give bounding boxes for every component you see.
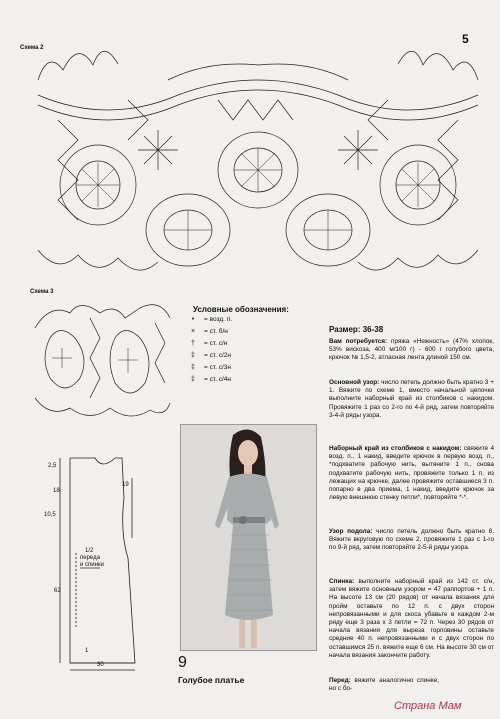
dim-armhole: 18: [53, 488, 60, 494]
dress-title: Голубое платье: [178, 675, 245, 685]
watermark-logo: Страна Мам: [394, 700, 462, 712]
dim-side: 19: [122, 482, 129, 488]
scheme-3-chart: [30, 298, 175, 423]
legend-item: [191, 340, 228, 347]
legend-item: [191, 352, 231, 359]
model-figure: [181, 425, 316, 650]
legend-item-text: = ст. с/н: [204, 340, 228, 347]
legend-item-text: = ст. б/н: [204, 328, 228, 335]
dim-hem-offset: 1: [85, 648, 89, 654]
pattern-note-fraction: 1/2: [85, 548, 94, 554]
legend-item: [190, 328, 228, 335]
paragraph-title: Спинка:: [329, 578, 355, 585]
pattern-diagram: [40, 448, 180, 678]
paragraph-text: число петель должно быть кратно 8. Вяжите вкруговую по схеме 2, провяжите 1 раз с 1-го по 9-й ряд, затем повторяйте 2-5-й ряды узора.: [329, 528, 494, 552]
dress-photo: [180, 424, 317, 651]
paragraph-materials: [329, 338, 494, 363]
pattern-note-line2: и спинки: [80, 562, 104, 568]
paragraph-foundation-edge: [329, 445, 494, 502]
page-number: 5: [462, 32, 469, 46]
double-crochet-icon: †: [191, 340, 195, 347]
paragraph-title: Перед:: [329, 677, 351, 684]
dim-shoulder: 2,5: [48, 463, 57, 469]
paragraph-text: число петель должно быть кратно 3 + 1. Вяжите по схеме 1, вместо начальной цепочки выполните наборный край из столбиков с накидом. Провяжите 1 раз со 2-го по 4-й ряд, затем повторяйте 3-4-й ряды узора.: [329, 379, 494, 419]
single-crochet-icon: ×: [190, 328, 196, 335]
treble-crochet-icon: ‡: [191, 352, 195, 359]
paragraph-title: Основной узор:: [329, 379, 380, 386]
paragraph-front: [329, 677, 439, 693]
dim-width: 30: [97, 662, 104, 668]
legend-title: Условные обозначения:: [193, 305, 289, 314]
paragraph-title: Узор подола:: [329, 528, 373, 535]
paragraph-back: [329, 578, 494, 660]
legend-item: [191, 316, 233, 323]
scheme-2-chart: [18, 40, 492, 290]
legend-item-text: = возд. п.: [204, 316, 233, 323]
triple-treble-icon: ‡: [191, 364, 195, 371]
paragraph-main-pattern: [329, 379, 494, 420]
scheme-2-label: Схема 2: [20, 45, 44, 51]
paragraph-text: выполните наборный край из 142 ст. с/н, затем вяжите основным узором = 47 раппортов + 1 п. На высоте 13 см (20 рядов) от начала вязания для пройм оставьте по 12 п. с двух сторон непровязанными и для скоса убавьте в каждом 2-м ряду еще 3 раза х 3 петли = 72 п. Через 30 рядов от начала вязания для выреза горловины оставьте средние 40 п. непровязанными и с двух сторон по оставшимся 25 п. вяжите еще 6 см. На высоте 30 см от начала вязания закончите работу.: [329, 578, 494, 659]
paragraph-text: свяжите 4 возд. п., 1 накид, введите крючок в первую возд. п., *подхватите рабочую нить, вытяните 1 п., снова подхватите рабочую нить, провяжите только 1 п. из лежащих на крючке, далее провяжите оставшиеся 3 п. попарно в два приема, 1 накид, введите крючок за левую внешнюю стенку петли*, повторяйте *-*.: [329, 445, 494, 502]
paragraph-hem-pattern: [329, 528, 494, 553]
dim-neck: 10,5: [44, 512, 56, 518]
paragraph-title: Вам потребуется:: [329, 338, 388, 345]
legend-item-text: = ст. с/2н: [204, 352, 231, 359]
paragraph-text: вяжите аналогично спинке, но с бо-: [329, 677, 439, 693]
quad-treble-icon: ‡: [191, 376, 195, 383]
legend-item: [191, 364, 231, 371]
legend-item-text: = ст. с/3н: [204, 364, 231, 371]
legend-item: [191, 376, 231, 383]
legend-item-text: = ст. с/4н: [204, 376, 231, 383]
scheme-3-label: Схема 3: [30, 289, 54, 295]
size-heading: Размер: 36-38: [329, 325, 384, 334]
pattern-note-line1: переда: [80, 555, 100, 561]
paragraph-title: Наборный край из столбиков с накидом:: [329, 445, 462, 452]
chain-stitch-icon: •: [191, 316, 195, 323]
dress-number: 9: [178, 654, 187, 671]
dim-length: 62: [54, 588, 61, 594]
paragraph-text: пряжа «Нежность» (47% хлопок, 53% вискоза, 400 м/100 г) - 600 г голубого цвета, крючок № 1,5-2, атласная лента длиной 150 см.: [329, 338, 494, 362]
